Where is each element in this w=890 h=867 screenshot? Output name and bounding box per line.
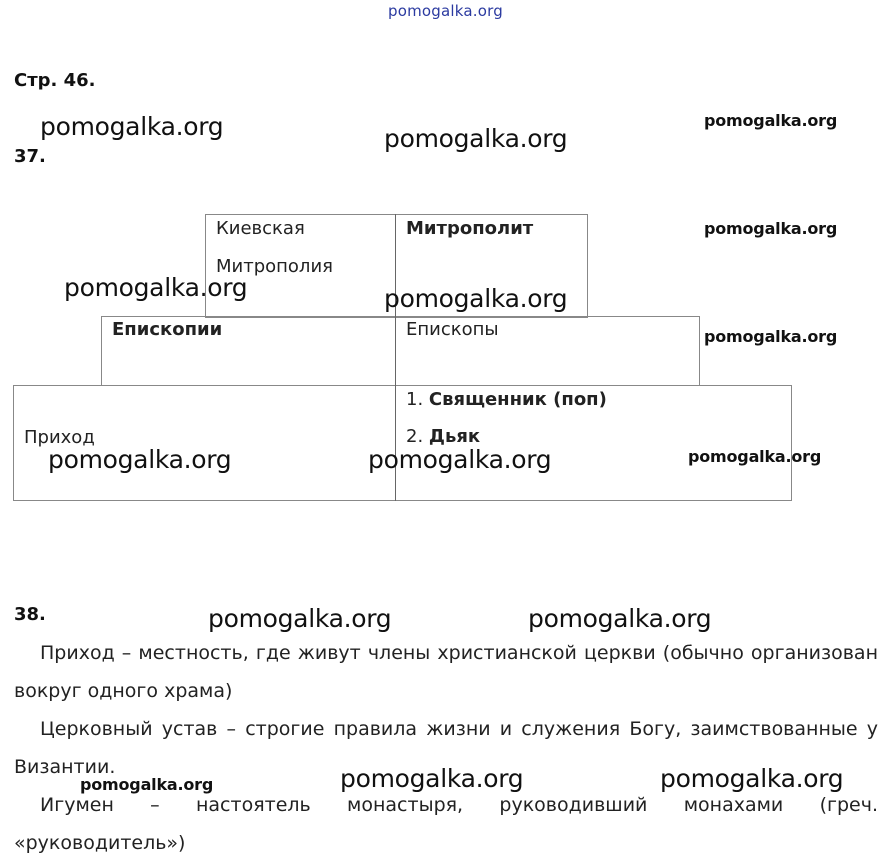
clergy-item-2: [406, 426, 480, 447]
watermark: pomogalka.org: [48, 445, 232, 474]
watermark: pomogalka.org: [80, 775, 214, 794]
parish-label: Приход: [24, 427, 95, 448]
watermark: pomogalka.org: [340, 764, 524, 793]
watermark: pomogalka.org: [688, 447, 822, 466]
definition-charter-line1: Церковный устав – строгие правила жизни и служения Богу, заимствованные у: [40, 718, 878, 740]
clergy-item-1-number: 1.: [406, 389, 424, 410]
watermark: pomogalka.org: [384, 284, 568, 313]
bishops-label: Епископы: [406, 319, 499, 340]
clergy-item-1-text: Священник (поп): [428, 389, 607, 410]
top-site-link[interactable]: pomogalka.org: [388, 2, 503, 20]
clergy-item-2-text: Дьяк: [428, 426, 481, 447]
page-heading: Стр. 46.: [14, 70, 96, 91]
watermark: pomogalka.org: [704, 219, 838, 238]
parish-row-box: [13, 385, 792, 501]
watermark: pomogalka.org: [208, 604, 392, 633]
watermark: pomogalka.org: [368, 445, 552, 474]
watermark: pomogalka.org: [528, 604, 712, 633]
watermark: pomogalka.org: [64, 273, 248, 302]
watermark: pomogalka.org: [704, 111, 838, 130]
task-38-number: 38.: [14, 604, 46, 625]
definition-parish-line1: Приход – местность, где живут члены христианской церкви (обычно организован: [40, 642, 878, 664]
definition-charter-line2: Византии.: [14, 756, 116, 778]
metropolitan-label: Митрополит: [406, 218, 534, 239]
clergy-item-1: [406, 389, 607, 410]
watermark: pomogalka.org: [704, 327, 838, 346]
watermark: pomogalka.org: [384, 124, 568, 153]
clergy-item-2-number: 2.: [406, 426, 424, 447]
definition-abbot-line1: Игумен – настоятель монастыря, руководивший монахами (греч.: [40, 794, 878, 816]
kiev-label-line1: Киевская: [216, 218, 305, 239]
kiev-label-line2: Митрополия: [216, 256, 333, 277]
definition-parish-line2: вокруг одного храма): [14, 680, 233, 702]
watermark: pomogalka.org: [40, 112, 224, 141]
task-37-number: 37.: [14, 146, 46, 167]
dioceses-label: Епископии: [112, 319, 223, 340]
definition-abbot-line2: «руководитель»): [14, 832, 186, 854]
watermark: pomogalka.org: [660, 764, 844, 793]
